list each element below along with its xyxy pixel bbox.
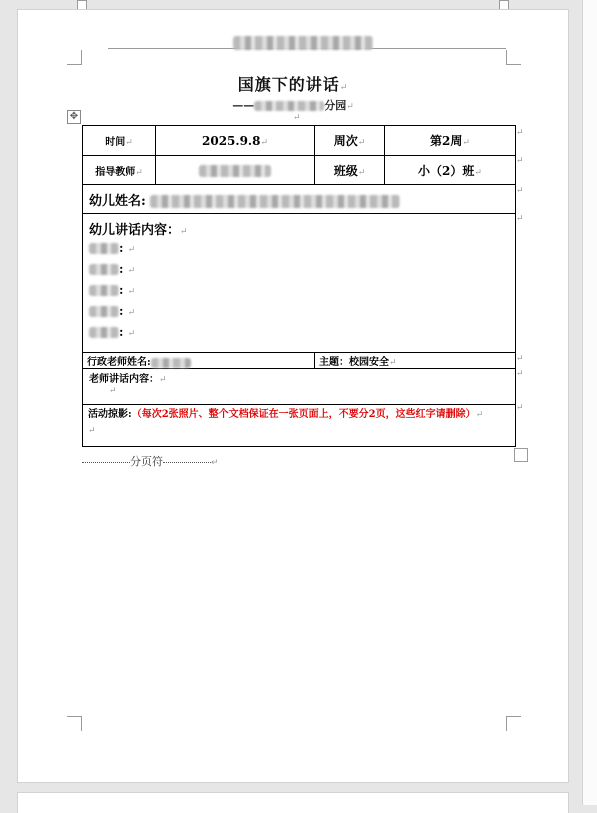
next-page xyxy=(18,793,568,813)
cell-mark: ↵ xyxy=(389,358,397,368)
week-label: 周次 xyxy=(333,134,358,148)
document-subtitle[interactable] xyxy=(18,97,568,113)
margin-corner-top-right xyxy=(506,50,521,65)
speech-content-cell[interactable] xyxy=(83,214,516,353)
margin-corner-bottom-left xyxy=(67,716,82,731)
page-break-marker[interactable] xyxy=(82,453,222,469)
row-end-mark: ↵ xyxy=(516,214,524,224)
cell-mark: ↵ xyxy=(260,137,268,148)
speaker-redacted xyxy=(89,243,119,254)
subtitle-paragraph-mark: ↵ xyxy=(346,102,354,112)
item-mark: ↵ xyxy=(127,245,136,255)
teacher-speech-label: 老师讲话内容： xyxy=(89,374,159,385)
child-name-label: 幼儿姓名: xyxy=(89,193,146,209)
margin-corner-bottom-right xyxy=(506,716,521,731)
subtitle-suffix: 分园 xyxy=(324,99,347,112)
photo-cell[interactable] xyxy=(83,405,516,447)
speech-item xyxy=(89,238,509,259)
topic-label: 主题：校园安全 xyxy=(319,357,389,368)
teacher-speech-cell[interactable] xyxy=(83,369,516,405)
document-page xyxy=(18,10,568,782)
teacher-speech-body xyxy=(89,385,509,396)
page-break-dots-right xyxy=(163,462,211,463)
row-end-mark: ↵ xyxy=(516,128,524,138)
table-row xyxy=(83,214,516,353)
cell-mark: ↵ xyxy=(474,167,482,178)
speech-item-colon: : xyxy=(119,325,124,339)
empty-paragraph-mark: ↵ xyxy=(293,113,301,123)
ruler-left-marker[interactable] xyxy=(77,0,87,10)
child-names-redacted xyxy=(150,195,400,208)
week-value-cell[interactable] xyxy=(385,126,516,156)
child-name-cell[interactable] xyxy=(83,185,516,214)
item-mark: ↵ xyxy=(127,308,136,318)
cell-mark: ↵ xyxy=(135,167,143,178)
class-label-cell[interactable] xyxy=(315,156,385,185)
next-page-strip xyxy=(582,0,597,805)
speech-item xyxy=(89,259,509,280)
table-row xyxy=(83,369,516,405)
speech-content-heading xyxy=(89,219,509,238)
speech-item xyxy=(89,301,509,322)
cell-mark: ↵ xyxy=(125,138,133,148)
table-row xyxy=(83,353,516,369)
cell-mark: ↵ xyxy=(475,410,484,420)
admin-teacher-cell[interactable] xyxy=(83,353,315,369)
speech-item-colon: : xyxy=(119,304,124,318)
teacher-label-cell[interactable] xyxy=(83,156,156,185)
item-mark: ↵ xyxy=(127,329,136,339)
row-end-mark: ↵ xyxy=(516,186,524,196)
cell-mark: ↵ xyxy=(462,138,470,148)
row-end-mark: ↵ xyxy=(516,156,524,166)
time-label-cell[interactable] xyxy=(83,126,156,156)
item-mark: ↵ xyxy=(127,266,136,276)
subtitle-redacted xyxy=(254,101,324,111)
teacher-speech-heading xyxy=(89,370,509,385)
admin-teacher-label: 行政老师姓名: xyxy=(87,357,151,368)
subtitle-dash: —— xyxy=(232,99,255,112)
cell-mark: ↵ xyxy=(180,227,188,237)
cell-mark: ↵ xyxy=(88,426,96,436)
teacher-label: 指导教师 xyxy=(95,166,136,178)
table-row xyxy=(83,405,516,447)
header-redacted-text xyxy=(233,36,373,50)
ruler-right-marker[interactable] xyxy=(499,0,509,10)
cell-mark: ↵ xyxy=(357,138,366,148)
cell-mark: ↵ xyxy=(109,386,117,396)
table-resize-handle[interactable] xyxy=(514,448,528,462)
cell-mark: ↵ xyxy=(357,167,366,178)
time-value: 2025.9.8 xyxy=(202,133,261,148)
speech-content-label: 幼儿讲话内容： xyxy=(89,223,181,238)
page-break-mark: ↵ xyxy=(211,458,219,468)
speech-item-colon: : xyxy=(119,241,124,255)
speech-item-colon: : xyxy=(119,283,124,297)
table-row xyxy=(83,126,516,156)
speech-item-colon: : xyxy=(119,262,124,276)
row-end-mark: ↵ xyxy=(516,354,524,364)
teacher-value-cell[interactable] xyxy=(156,156,315,185)
page-break-label: 分页符 xyxy=(130,455,163,468)
speaker-redacted xyxy=(89,264,119,275)
week-value: 第2周 xyxy=(430,134,463,148)
speaker-redacted xyxy=(89,306,119,317)
admin-teacher-redacted xyxy=(151,358,191,368)
speaker-redacted xyxy=(89,327,119,338)
photo-note: （每次2张照片、整个文档保证在一张页面上，不要分2页，这些红字请删除） xyxy=(131,409,476,420)
speech-record-table xyxy=(82,125,516,447)
topic-cell[interactable] xyxy=(315,353,516,369)
document-title[interactable] xyxy=(18,72,568,95)
photo-label: 活动掠影: xyxy=(88,409,132,420)
speaker-redacted xyxy=(89,285,119,296)
speech-item xyxy=(89,280,509,301)
margin-corner-top-left xyxy=(67,50,82,65)
cell-mark: ↵ xyxy=(159,375,167,385)
page-break-dots-left xyxy=(82,462,130,463)
row-end-mark: ↵ xyxy=(516,403,524,413)
time-label: 时间 xyxy=(105,137,126,148)
row-end-mark: ↵ xyxy=(516,369,524,379)
table-move-handle-icon[interactable]: ✥ xyxy=(67,110,81,124)
table-row xyxy=(83,156,516,185)
title-paragraph-mark: ↵ xyxy=(339,83,349,93)
teacher-redacted xyxy=(199,165,271,177)
document-title-text: 国旗下的讲话 xyxy=(237,75,340,94)
table-row xyxy=(83,185,516,214)
class-label: 班级 xyxy=(333,163,358,178)
class-value: 小（2）班 xyxy=(418,163,475,178)
speech-item xyxy=(89,322,509,343)
item-mark: ↵ xyxy=(127,287,136,297)
time-value-cell[interactable] xyxy=(156,126,315,156)
week-label-cell[interactable] xyxy=(315,126,385,156)
class-value-cell[interactable] xyxy=(385,156,516,185)
